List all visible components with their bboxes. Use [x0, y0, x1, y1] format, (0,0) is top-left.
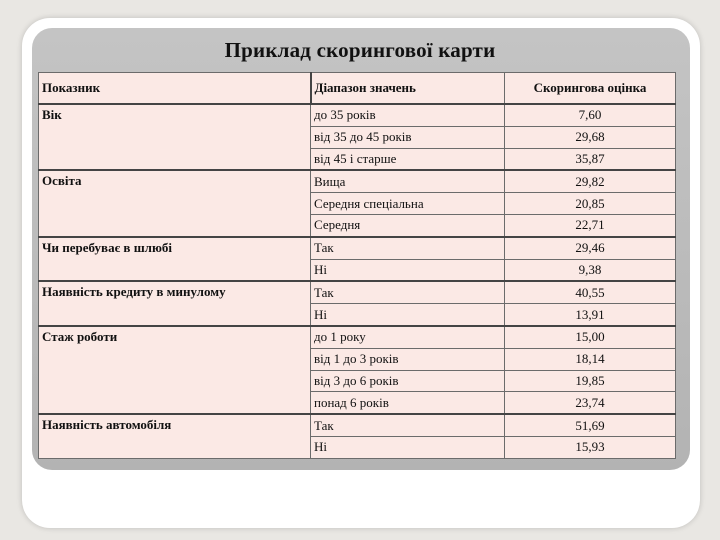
range-cell: від 35 до 45 років [311, 126, 505, 148]
score-cell: 35,87 [505, 148, 676, 170]
header-indicator: Показник [39, 73, 311, 105]
indicator-cell: Чи перебуває в шлюбі [39, 237, 311, 282]
score-cell: 23,74 [505, 392, 676, 414]
range-cell: Середня спеціальна [311, 193, 505, 215]
score-cell: 22,71 [505, 214, 676, 236]
range-cell: від 3 до 6 років [311, 370, 505, 392]
score-cell: 40,55 [505, 281, 676, 303]
score-cell: 19,85 [505, 370, 676, 392]
table-row [39, 104, 676, 126]
range-cell: від 1 до 3 років [311, 348, 505, 370]
indicator-cell: Наявність автомобіля [39, 414, 311, 458]
range-cell: Так [311, 237, 505, 259]
score-cell: 15,00 [505, 326, 676, 348]
range-cell: Ні [311, 259, 505, 281]
range-cell: до 1 року [311, 326, 505, 348]
table-row [39, 414, 676, 436]
range-cell: від 45 і старше [311, 148, 505, 170]
table-body [39, 104, 676, 458]
table-row [39, 170, 676, 192]
score-cell: 18,14 [505, 348, 676, 370]
indicator-cell: Наявність кредиту в минулому [39, 281, 311, 326]
indicator-cell: Стаж роботи [39, 326, 311, 414]
table-row [39, 281, 676, 303]
range-cell: Так [311, 281, 505, 303]
range-cell: Ні [311, 304, 505, 326]
range-cell: Ні [311, 436, 505, 458]
header-row [39, 73, 676, 105]
slide-title: Приклад скорингової карти [224, 38, 496, 62]
score-cell: 20,85 [505, 193, 676, 215]
score-cell: 51,69 [505, 414, 676, 436]
header-score: Скорингова оцінка [505, 73, 676, 105]
range-cell: до 35 років [311, 104, 505, 126]
score-cell: 29,46 [505, 237, 676, 259]
score-cell: 29,82 [505, 170, 676, 192]
table-row [39, 237, 676, 259]
range-cell: понад 6 років [311, 392, 505, 414]
table-row [39, 326, 676, 348]
header-range: Діапазон значень [311, 73, 505, 105]
score-cell: 29,68 [505, 126, 676, 148]
score-cell: 13,91 [505, 304, 676, 326]
range-cell: Середня [311, 214, 505, 236]
range-cell: Вища [311, 170, 505, 192]
range-cell: Так [311, 414, 505, 436]
indicator-cell: Вік [39, 104, 311, 170]
score-cell: 7,60 [505, 104, 676, 126]
score-cell: 15,93 [505, 436, 676, 458]
indicator-cell: Освіта [39, 170, 311, 236]
score-cell: 9,38 [505, 259, 676, 281]
scoring-table [38, 72, 676, 459]
